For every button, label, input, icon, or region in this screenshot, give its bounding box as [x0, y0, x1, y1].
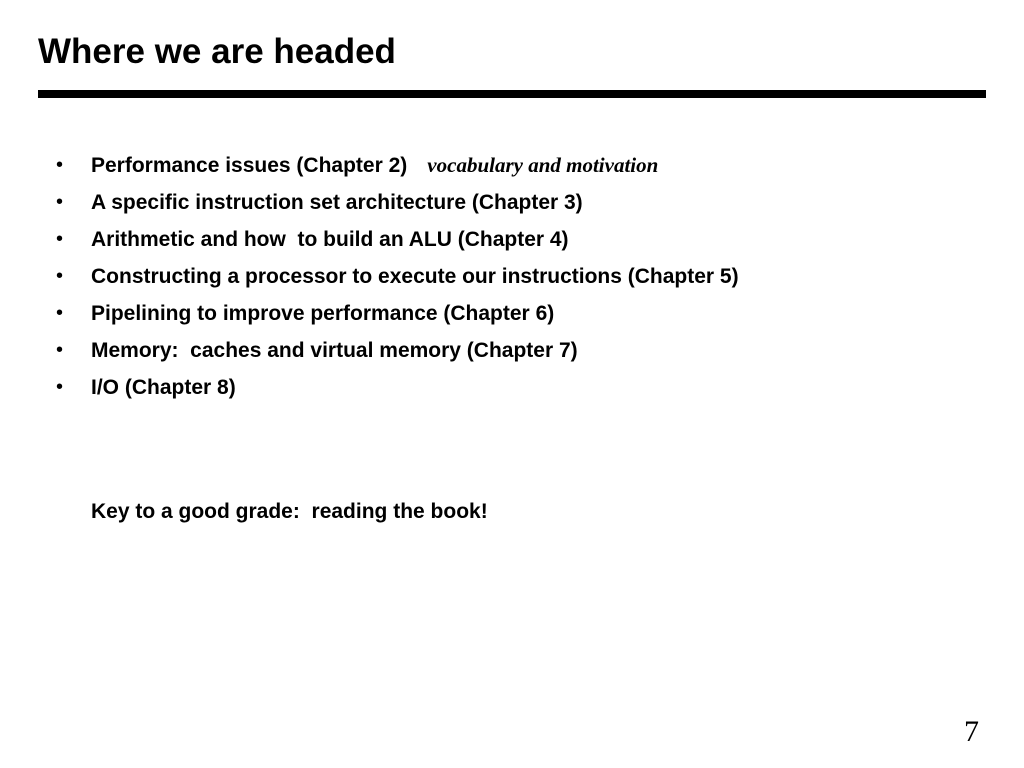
- page-number: 7: [964, 715, 979, 748]
- key-note: Key to a good grade: reading the book!: [91, 500, 488, 523]
- bullet-text: A specific instruction set architecture (Chapter 3): [91, 191, 583, 214]
- bullet-icon: •: [56, 154, 64, 176]
- bullet-text: [91, 147, 658, 184]
- bullet-icon: •: [56, 191, 64, 213]
- bullet-text: Memory: caches and virtual memory (Chapter 7): [91, 339, 578, 362]
- bullet-text: Constructing a processor to execute our instructions (Chapter 5): [91, 265, 739, 288]
- bullet-text: Pipelining to improve performance (Chapter 6): [91, 302, 555, 325]
- bullet-icon: •: [56, 265, 64, 287]
- bullet-icon: •: [56, 376, 64, 398]
- bullet-icon: •: [56, 228, 64, 250]
- bullet-text: I/O (Chapter 8): [91, 376, 236, 399]
- slide-title: Where we are headed: [38, 32, 396, 71]
- bullet-note: vocabulary and motivation: [427, 153, 659, 177]
- bullet-text: Arithmetic and how to build an ALU (Chapter 4): [91, 228, 569, 251]
- bullet-label: Performance issues (Chapter 2): [91, 154, 408, 177]
- bullet-icon: •: [56, 339, 64, 361]
- bullet-icon: •: [56, 302, 64, 324]
- title-underline-rule: [38, 90, 986, 98]
